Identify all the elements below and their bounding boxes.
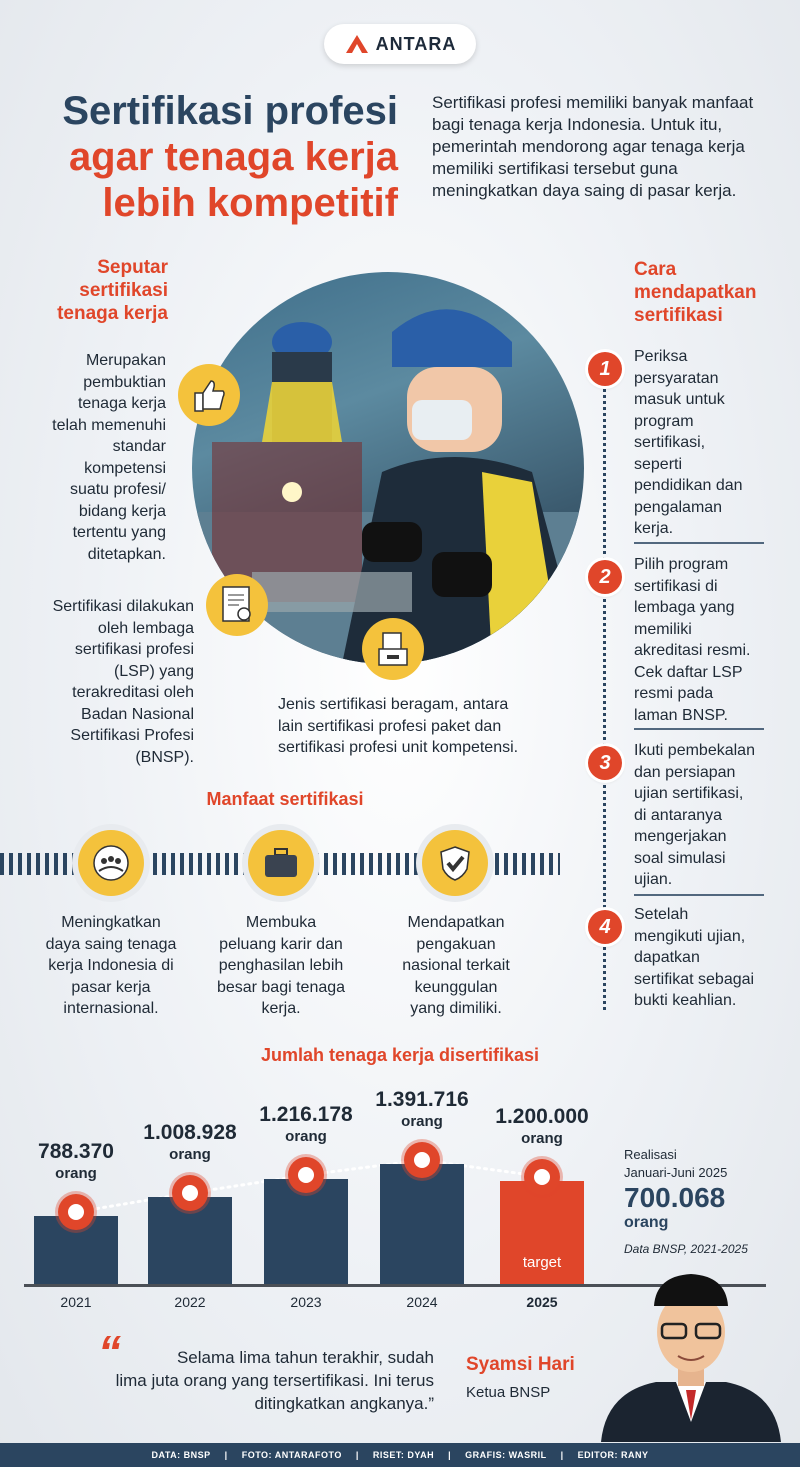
step-3-text: Ikuti pembekalan dan persiapan ujian sertifikasi, di antaranya mengerjakan soal simulasi ujian.: [634, 742, 755, 888]
bar-marker: [172, 1175, 208, 1211]
step-separator: [634, 728, 764, 730]
seputar-item2: Sertifikasi dilakukan oleh lembaga sertifikasi profesi (LSP) yang terakreditasi oleh Badan Nasional Sertifikasi Profesi (BNSP).: [52, 598, 194, 766]
target-label: target: [522, 1254, 562, 1271]
realisasi-unit: orang: [624, 1214, 669, 1231]
documents-box-icon: [362, 618, 424, 680]
manfaat-heading: Manfaat sertifikasi: [206, 789, 364, 809]
certificate-icon: [206, 574, 268, 636]
step-separator: [634, 894, 764, 896]
step-1-number: 1: [588, 352, 622, 386]
shield-check-icon: [422, 830, 488, 896]
value-label: 1.008.928 orang: [143, 1121, 237, 1163]
value-label: 1.216.178 orang: [259, 1103, 353, 1146]
briefcase-icon: [248, 830, 314, 896]
step-4-number: 4: [588, 910, 622, 944]
manfaat-item1: Meningkatkan daya saing tenaga kerja Indonesia di pasar kerja internasional.: [45, 914, 177, 1017]
year-label-2025: 2025: [526, 1294, 558, 1310]
manfaat-item2: Membuka peluang karir dan penghasilan lebih besar bagi tenaga kerja.: [216, 914, 346, 1017]
seputar-item3: Jenis sertifikasi beragam, antara lain sertifikasi profesi paket dan sertifikasi profesi unit kompetensi.: [278, 696, 519, 756]
cara-heading: Cara mendapatkan sertifikasi: [634, 259, 757, 326]
quote-mark-icon: “: [98, 1326, 121, 1378]
antara-mark-icon: [344, 33, 370, 55]
bar-marker: [58, 1194, 94, 1230]
credits-footer: DATA: BNSP | FOTO: ANTARAFOTO | RISET: DYAH | GRAFIS: WASRIL | EDITOR: RANY: [0, 1443, 800, 1467]
year-label-2024: 2024: [406, 1294, 438, 1310]
antara-logo: [324, 24, 476, 64]
step-2-number: 2: [588, 560, 622, 594]
bar-2024: [380, 1164, 464, 1284]
step-3-number: 3: [588, 746, 622, 780]
quote-role: Ketua BNSP: [466, 1384, 551, 1401]
title-line1: Sertifikasi profesi: [62, 89, 398, 133]
bar-marker: [288, 1157, 324, 1193]
thumbs-up-icon: [178, 364, 240, 426]
intro-text: Sertifikasi profesi memiliki banyak manfaat bagi tenaga kerja Indonesia. Untuk itu, pemerintah mendorong agar tenaga kerja memiliki sertifikasi tersebut guna meningkatkan daya saing di pasar kerja.: [432, 93, 754, 200]
step-separator: [634, 542, 764, 544]
quote-name: Syamsi Hari: [466, 1354, 575, 1375]
chart-title: Jumlah tenaga kerja disertifikasi: [260, 1045, 540, 1065]
value-label: 1.391.716 orang: [375, 1088, 469, 1130]
year-label-2022: 2022: [174, 1294, 206, 1310]
year-label-2023: 2023: [290, 1294, 322, 1310]
brand-name: ANTARA: [375, 33, 457, 54]
title-line3: lebih kompetitif: [102, 181, 398, 225]
value-label: 1.200.000 orang: [495, 1104, 589, 1147]
step-2-text: Pilih program sertifikasi di lembaga yang memiliki akreditasi resmi. Cek daftar LSP resmi pada laman BNSP.: [634, 556, 751, 724]
title-line2: agar tenaga kerja: [68, 135, 398, 179]
seputar-heading: Seputar sertifikasi tenaga kerja: [57, 257, 168, 324]
bar-marker: [404, 1142, 440, 1178]
people-globe-icon: [78, 830, 144, 896]
bar-2023: [264, 1179, 348, 1284]
year-label-2021: 2021: [60, 1294, 92, 1310]
realisasi-value: 700.068: [624, 1182, 726, 1213]
speaker-portrait: [596, 1262, 786, 1442]
chart-source: Data BNSP, 2021-2025: [624, 1242, 748, 1256]
quote-text: Selama lima tahun terakhir, sudah lima juta orang yang tersertifikasi. Ini terus ditingkatkan angkanya.”: [115, 1348, 434, 1413]
manfaat-item3: Mendapatkan pengakuan nasional terkait keunggulan yang dimiliki.: [402, 914, 510, 1017]
seputar-item1: Merupakan pembuktian tenaga kerja telah memenuhi standar kompetensi suatu profesi/ bidang kerja tertentu yang ditetapkan.: [52, 352, 166, 563]
step-1-text: Periksa persyaratan masuk untuk program sertifikasi, seperti pendidikan dan pengalaman kerja.: [634, 348, 743, 537]
realisasi-label: Realisasi Januari-Juni 2025: [624, 1147, 728, 1180]
step-4-text: Setelah mengikuti ujian, dapatkan sertifikat sebagai bukti keahlian.: [634, 906, 755, 1009]
bar-marker: [524, 1159, 560, 1195]
value-label: 788.370 orang: [38, 1140, 114, 1183]
